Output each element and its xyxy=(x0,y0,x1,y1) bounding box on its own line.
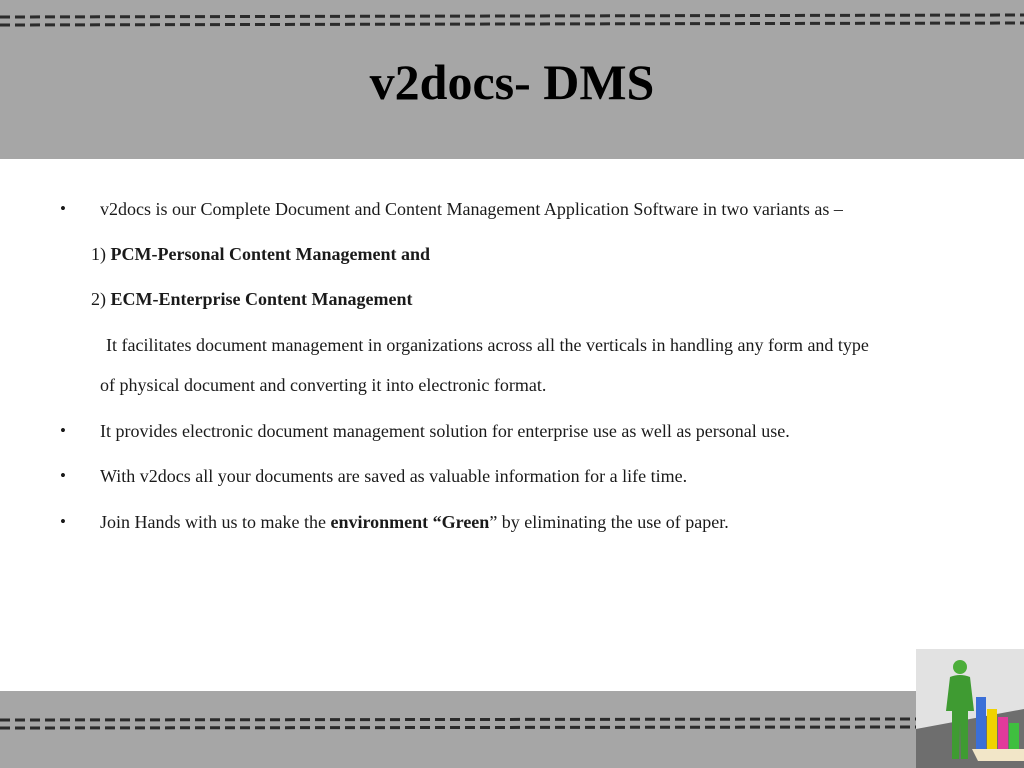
bullet-marker: • xyxy=(60,512,66,531)
bullet-saved-documents: With v2docs all your documents are saved as valuable information for a life time. xyxy=(100,466,688,486)
footer-band xyxy=(0,691,1024,768)
bullet-marker: • xyxy=(60,421,66,440)
bullet-marker: • xyxy=(60,199,66,218)
variant-1 xyxy=(91,243,430,265)
green-text-bold: environment “Green xyxy=(330,512,490,532)
variant-1-number: 1) xyxy=(91,244,111,264)
bullet-marker: • xyxy=(60,466,66,485)
green-text-suffix: ” by eliminating the use of paper. xyxy=(489,512,729,532)
variant-2 xyxy=(91,288,412,310)
intro-text: v2docs is our Complete Document and Content Management Application Software in two variants as – xyxy=(100,199,843,219)
paragraph-line-2: of physical document and converting it into electronic format. xyxy=(100,375,547,395)
variant-2-label: ECM-Enterprise Content Management xyxy=(110,289,413,309)
bullet-electronic-dms: It provides electronic document management solution for enterprise use as well as personal use. xyxy=(100,421,790,441)
variant-1-label: PCM-Personal Content Management and xyxy=(110,244,430,264)
slide-title: v2docs- DMS xyxy=(369,54,655,110)
bottom-stitch-line xyxy=(0,717,916,731)
person-chart-illustration-icon xyxy=(916,649,1024,768)
green-text-prefix: Join Hands with us to make the xyxy=(100,512,331,532)
paragraph-line-1: It facilitates document management in organizations across all the verticals in handling any form and type xyxy=(106,335,869,355)
bullet-green-environment xyxy=(100,511,729,533)
variant-2-number: 2) xyxy=(91,289,111,309)
